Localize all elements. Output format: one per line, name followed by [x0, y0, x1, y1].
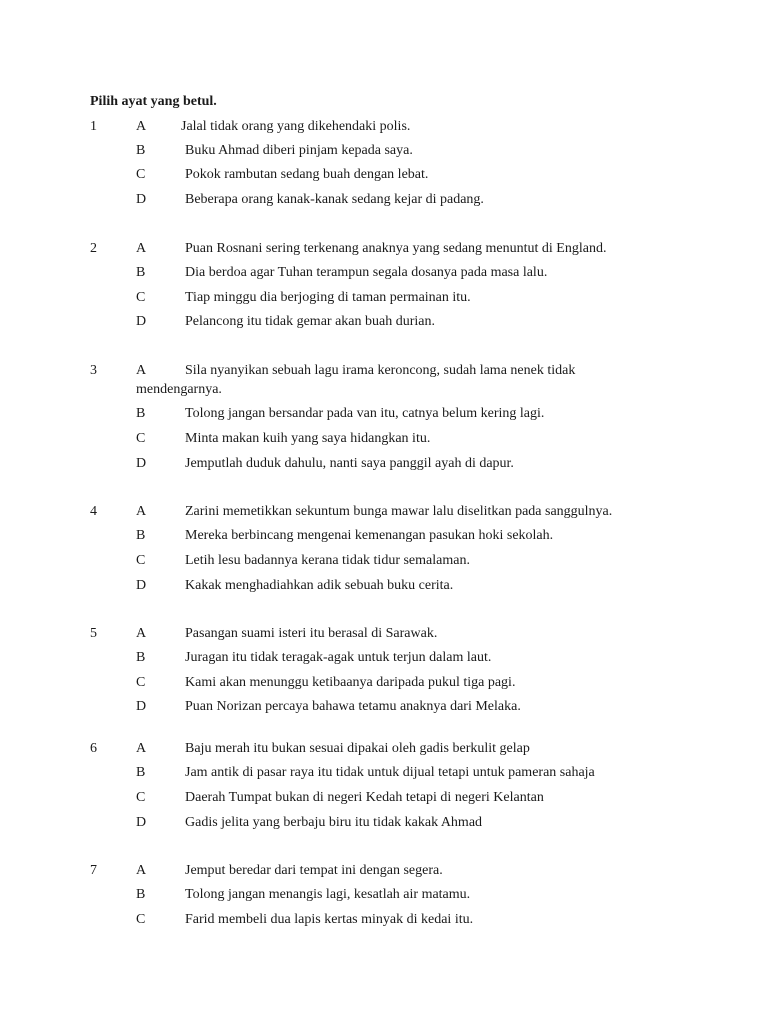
question-6-option-d-text: Gadis jelita yang berbaju biru itu tidak kakak Ahmad	[185, 815, 483, 830]
question-2-option-a-letter: A	[136, 241, 147, 256]
question-3-option-a-text: Sila nyanyikan sebuah lagu irama keroncong, sudah lama nenek tidak	[185, 363, 576, 378]
question-7-option-c-text: Farid membeli dua lapis kertas minyak di kedai itu.	[185, 912, 474, 927]
question-1-option-a-letter: A	[136, 119, 147, 134]
question-3-option-d-text: Jemputlah duduk dahulu, nanti saya panggil ayah di dapur.	[185, 456, 514, 471]
question-5-option-a-letter: A	[136, 626, 147, 641]
question-1-option-d-letter: D	[136, 192, 147, 207]
question-7-option-b-text: Tolong jangan menangis lagi, kesatlah air matamu.	[185, 887, 471, 902]
question-5-option-b-letter: B	[136, 650, 146, 665]
question-2-option-a-text: Puan Rosnani sering terkenang anaknya yang sedang menuntut di England.	[185, 241, 607, 256]
question-5-option-c-text: Kami akan menunggu ketibaanya daripada pukul tiga pagi.	[185, 675, 516, 690]
question-6-option-d-letter: D	[136, 815, 147, 830]
question-5-number: 5	[90, 626, 97, 641]
question-1-option-b-text: Buku Ahmad diberi pinjam kepada saya.	[185, 143, 413, 158]
question-1-option-d-text: Beberapa orang kanak-kanak sedang kejar di padang.	[185, 192, 484, 207]
question-5-option-d-letter: D	[136, 699, 147, 714]
question-4-option-c-text: Letih lesu badannya kerana tidak tidur semalaman.	[185, 553, 470, 568]
question-1-number: 1	[90, 119, 97, 134]
question-4-option-a-text: Zarini memetikkan sekuntum bunga mawar lalu diselitkan pada sanggulnya.	[185, 504, 613, 519]
question-2-option-b-text: Dia berdoa agar Tuhan terampun segala dosanya pada masa lalu.	[185, 265, 548, 280]
instruction-heading: Pilih ayat yang betul.	[90, 94, 217, 109]
question-3-option-c-text: Minta makan kuih yang saya hidangkan itu.	[185, 431, 431, 446]
question-2-option-c-letter: C	[136, 290, 146, 305]
question-7-option-a-text: Jemput beredar dari tempat ini dengan segera.	[185, 863, 443, 878]
question-4-option-d-text: Kakak menghadiahkan adik sebuah buku cerita.	[185, 578, 454, 593]
question-4-option-c-letter: C	[136, 553, 146, 568]
question-3-option-b-letter: B	[136, 406, 146, 421]
question-2-option-c-text: Tiap minggu dia berjoging di taman permainan itu.	[185, 290, 471, 305]
question-6-number: 6	[90, 741, 97, 756]
question-3-option-c-letter: C	[136, 431, 146, 446]
question-6-option-b-text: Jam antik di pasar raya itu tidak untuk dijual tetapi untuk pameran sahaja	[185, 765, 595, 780]
question-5-option-c-letter: C	[136, 675, 146, 690]
question-3-number: 3	[90, 363, 97, 378]
question-5-option-a-text: Pasangan suami isteri itu berasal di Sarawak.	[185, 626, 438, 641]
question-2-option-d-text: Pelancong itu tidak gemar akan buah durian.	[185, 314, 435, 329]
question-2-option-b-letter: B	[136, 265, 146, 280]
question-7-option-b-letter: B	[136, 887, 146, 902]
question-5-option-d-text: Puan Norizan percaya bahawa tetamu anaknya dari Melaka.	[185, 699, 521, 714]
question-4-option-d-letter: D	[136, 578, 147, 593]
question-6-option-b-letter: B	[136, 765, 146, 780]
question-4-option-b-text: Mereka berbincang mengenai kemenangan pasukan hoki sekolah.	[185, 528, 554, 543]
question-3-option-a-letter: A	[136, 363, 147, 378]
question-4-option-b-letter: B	[136, 528, 146, 543]
question-7-option-a-letter: A	[136, 863, 147, 878]
question-1-option-c-letter: C	[136, 167, 146, 182]
question-1-option-b-letter: B	[136, 143, 146, 158]
question-3-option-d-letter: D	[136, 456, 147, 471]
question-3-option-b-text: Tolong jangan bersandar pada van itu, catnya belum kering lagi.	[185, 406, 545, 421]
question-2-option-d-letter: D	[136, 314, 147, 329]
question-4-number: 4	[90, 504, 97, 519]
question-6-option-a-text: Baju merah itu bukan sesuai dipakai oleh gadis berkulit gelap	[185, 741, 530, 756]
question-6-option-a-letter: A	[136, 741, 147, 756]
question-7-number: 7	[90, 863, 97, 878]
question-2-number: 2	[90, 241, 97, 256]
question-1-option-c-text: Pokok rambutan sedang buah dengan lebat.	[185, 167, 429, 182]
question-6-option-c-letter: C	[136, 790, 146, 805]
question-1-option-a-text: Jalal tidak orang yang dikehendaki polis.	[181, 119, 411, 134]
question-5-option-b-text: Juragan itu tidak teragak-agak untuk terjun dalam laut.	[185, 650, 492, 665]
question-4-option-a-letter: A	[136, 504, 147, 519]
question-3-option-a-text-continued: mendengarnya.	[136, 382, 222, 397]
question-6-option-c-text: Daerah Tumpat bukan di negeri Kedah tetapi di negeri Kelantan	[185, 790, 544, 805]
question-7-option-c-letter: C	[136, 912, 146, 927]
